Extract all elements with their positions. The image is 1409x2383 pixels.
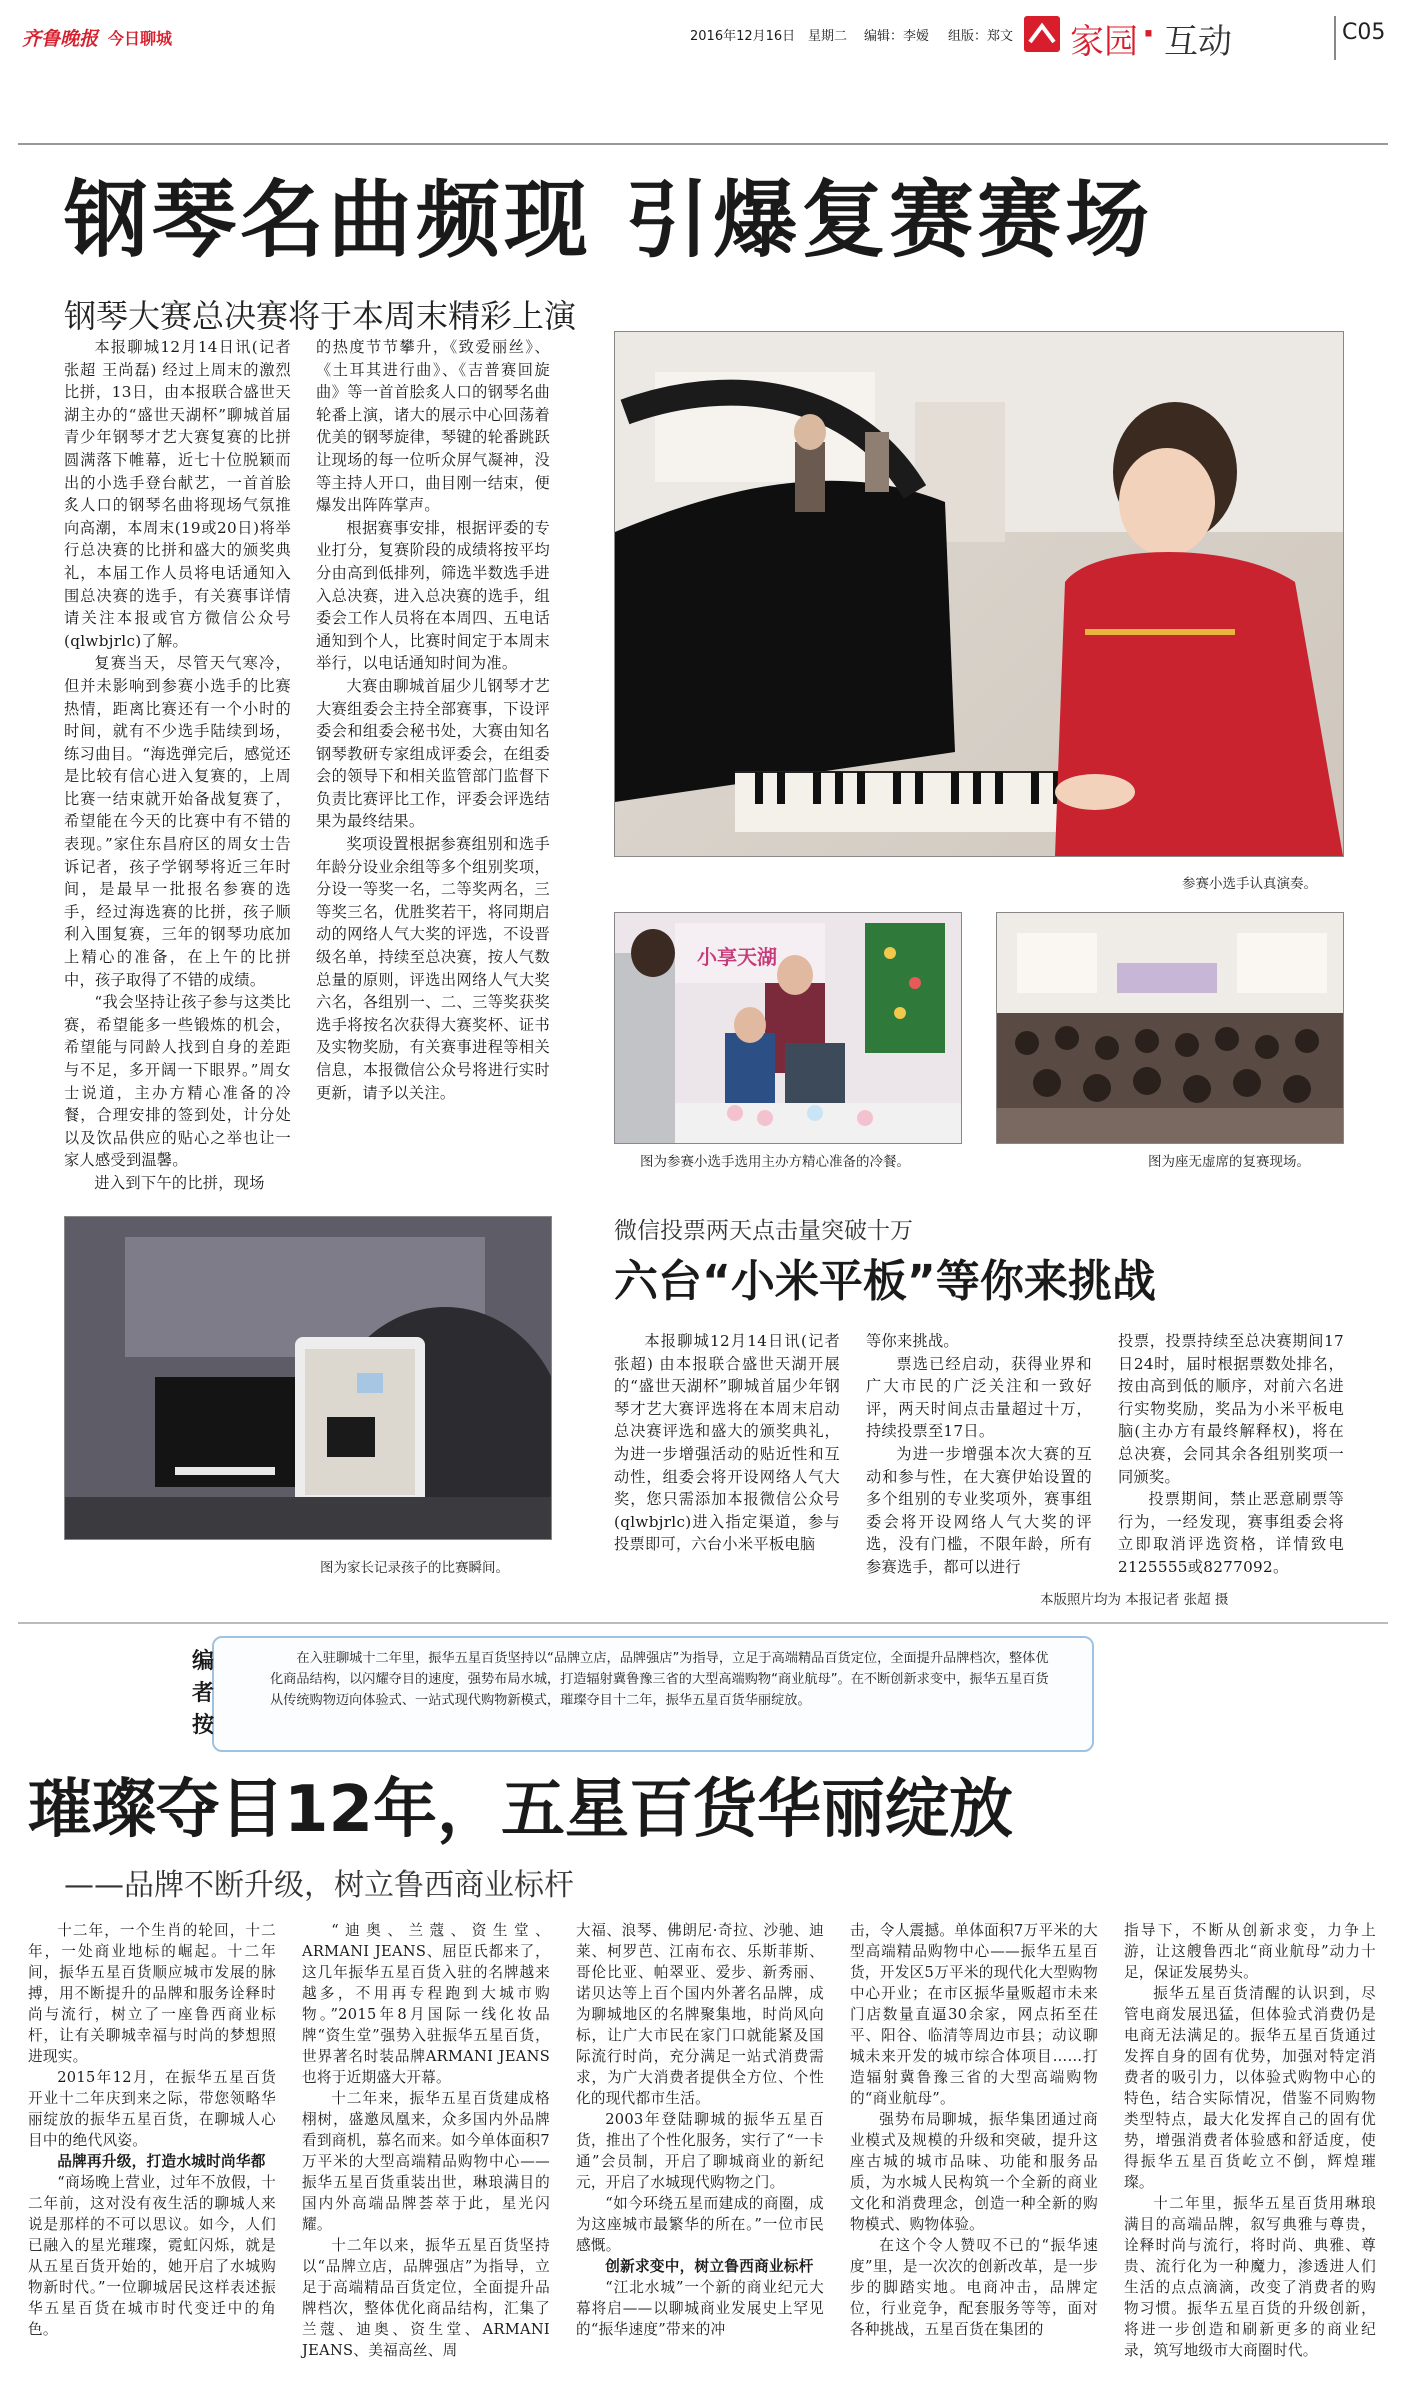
section-dot: · [1142,14,1155,54]
article3-col1-para: 2015年12月，在振华五星百货开业十二年庆到来之际，带您领略华丽绽放的振华五星百货，在聊城人心目中的绝代风姿。 [28,2069,276,2149]
article2-col2 [866,1330,1092,1579]
article1-col2-para: 根据赛事安排，根据评委的专业打分，复赛阶段的成绩将按平均分由高到低排列，筛选半数选手进入总决赛，进入总决赛的选手，组委会工作人员将在本周四、五电话通知到个人，比赛时间定于本周末举行，以电话通知时间为准。 [316,518,550,673]
issue-weekday: 星期二 [808,29,848,44]
article1-headline: 钢琴名曲频现 引爆复赛赛场 [64,171,1154,269]
issue-date: 2016年12月16日 [690,29,796,44]
article3-col2-para: “迪奥、兰蔻、资生堂、ARMANI JEANS、屈臣氏都来了，这几年振华五星百货入驻的名牌越来越多，不用再专程跑到大城市购物。”2015年8月国际一线化妆品牌“资生堂”强势入驻振华五星百货，世界著名时装品牌ARMANI JEANS也将于近期盛大开幕。 [302,1922,550,2086]
article3-col4-para: 在这个令人赞叹不已的“振华速度”里，是一次次的创新改革，是一步步的脚踏实地。电商冲击，品牌定位，行业竞争，配套服务等等，面对各种挑战，五星百货在集团的 [850,2237,1098,2338]
article3-col5-para: 振华五星百货清醒的认识到，尽管电商发展迅猛，但体验式消费仍是电商无法满足的。振华五星百货通过发挥自身的固有优势，加强对特定消费者的吸引力，以体验式购物中心的特色，结合实际情况，借鉴不同购物类型特点，最大化发挥自己的固有优势，增强消费者体验感和舒适度，使得振华五星百货屹立不倒，辉煌璀璨。 [1124,1985,1376,2191]
article3-col3-para: 大福、浪琴、佛朗尼·奇拉、沙驰、迪莱、柯罗芭、江南布衣、乐斯菲斯、哥伦比亚、帕翠亚、爱步、新秀丽、诺贝达等上百个国内外著名品牌，成为聊城地区的名牌聚集地，时尚风向标，让广大市民在家门口就能紧及国际流行时尚，充分满足一站式消费需求，为广大消费者提供全方位、个性化的现代都市生活。 [576,1922,824,2107]
masthead [18,16,1398,64]
photo-parent-recording [64,1216,552,1540]
article3-col4-para: 击，令人震撼。单体面积7万平米的大型高端精品购物中心——振华五星百货，开发区5万平米的现代化大型购物中心开业；在市区振华量贩超市未来门店数量直逼30余家，网点拓至茌平、阳谷、临清等周边市县；动议聊城未来开发的城市综合体项目……打造辐射冀鲁豫三省的大型高端购物的“商业航母”。 [850,1922,1098,2107]
section-logo-icon [1024,16,1060,52]
article3-subhead: ——品牌不断升级，树立鲁西商业标杆 [64,1868,574,1903]
article3-col3 [576,1920,824,2340]
photo-full-hall [996,912,1344,1144]
article3-col4 [850,1920,1098,2340]
photo4-caption: 图为家长记录孩子的比赛瞬间。 [320,1560,509,1576]
editor-note-label: 编者按 [192,1649,215,1738]
article3-col3-para: “江北水城”一个新的商业纪元大幕将启——以聊城商业发展史上罕见的“振华速度”带来的冲 [576,2279,824,2338]
article2-col3-para: 投票，投票持续至总决赛期间17日24时，届时根据票数处排名，按由高到低的顺序，对前六名进行实物奖励，奖品为小米平板电脑(主办方有最终解释权)，将在总决赛，会同其余各组别奖项一同颁奖。 [1118,1332,1344,1486]
section-interact: 互动 [1164,22,1232,62]
article3-col3-subhead: 创新求变中，树立鲁西商业标杆 [605,2258,814,2275]
article2-headline: 六台“小米平板”等你来挑战 [614,1256,1156,1307]
banner-text: 小享天湖 [697,945,777,969]
article3-col5-para: 十二年里，振华五星百货用琳琅满目的高端品牌，叙写典雅与尊贵，诠释时尚与流行，将时尚、典雅、尊贵、流行化为一种魔力，渗透进人们生活的点点滴滴，改变了消费者的购物习惯。振华五星百货的升级创新，将进一步创造和刷新更多的商业纪录，筑写地级市大商圈时代。 [1124,2195,1376,2359]
paper-name: 齐鲁晚报 [22,28,99,50]
article3-col1-subhead: 品牌再升级，打造水城时尚华都 [57,2153,266,2170]
photo3-caption: 图为座无虚席的复赛现场。 [1148,1154,1310,1170]
article2-col1 [614,1330,840,1556]
article3-col5 [1124,1920,1376,2361]
article3-col2 [302,1920,550,2361]
article1-subhead: 钢琴大赛总决赛将于本周末精彩上演 [64,297,577,335]
article1-col1-para: 进入到下午的比拼，现场 [94,1173,265,1192]
article1-col2-para: 奖项设置根据参赛组别和选手年龄分设业余组等多个组别奖项，分设一等奖一名，二等奖两名，三等奖三名，优胜奖若干，将同期启动的网络人气大奖的评选，不设晋级名单，持续至总决赛，按人气数总量的原则，评选出网络人气大奖六名，各组别一、二、三等奖获奖选手将按名次获得大赛奖杯、证书及实物奖励，有关赛事进程等相关信息，本报微信公众号将进行实时更新，请予以关注。 [316,835,550,1102]
article2-col3-para: 投票期间，禁止恶意刷票等行为，一经发现，赛事组委会将立即取消评选资格，详情致电2125555或8277092。 [1118,1490,1344,1576]
page-number: C05 [1342,20,1386,45]
article3-col3-para: “如今环绕五星而建成的商圈，成为这座城市最繁华的所在。”一位市民感慨。 [576,2195,824,2254]
article1-col2-para: 大赛由聊城首届少儿钢琴才艺大赛组委会主持全部赛事，下设评委会和组委会秘书处，大赛由知名钢琴教研专家组成评委会，在组委会的领导下和相关监管部门监督下负责比赛评比工作，评委会评选结果为最终结果。 [316,676,550,831]
header-rule [18,143,1388,145]
article2-col2-para: 为进一步增强本次大赛的互动和参与性，在大赛伊始设置的多个组别的专业奖项外，赛事组委会将开设网络人气大奖的评选，没有门槛，不限年龄，所有参赛选手，都可以进行 [866,1444,1092,1576]
article2-col3 [1118,1330,1344,1579]
photo-credit: 本版照片均为 本报记者 张超 摄 [1040,1592,1229,1608]
article1-col1-para: 复赛当天，尽管天气寒冷，但并未影响到参赛小选手的比赛热情，距离比赛还有一个小时的时间，就有不少选手陆续到场，练习曲目。“海选弹完后，感觉还是比较有信心进入复赛的，上周比赛一结束就开始备战复赛了，希望能在今天的比赛中有不错的表现。”家住东昌府区的周女士告诉记者，孩子学钢琴将近三年时间，是最早一批报名参赛的选手，经过海选赛的比拼，孩子顺利入围复赛，三年的钢琴功底加上精心的准备，在上午的比拼中，孩子取得了不错的成绩。 [64,654,291,989]
article3-col3-para: 2003年登陆聊城的振华五星百货，推出了个性化服务，实行了“一卡通”会员制，开启了聊城商业的新纪元，开启了水城现代购物之门。 [576,2111,824,2191]
editor-name: 编辑：李嫒 [864,29,930,44]
photo2-caption: 图为参赛小选手选用主办方精心准备的冷餐。 [640,1154,910,1170]
article3-col5-para: 指导下，不断从创新求变，力争上游，让这艘鲁西北“商业航母”动力十足，保证发展势头。 [1124,1922,1376,1981]
article3-col2-para: 十二年以来，振华五星百货坚持以“品牌立店，品牌强店”为指导，立足于高端精品百货定位，全面提升品牌档次，整体优化商品结构，汇集了兰蔻、迪奥、资生堂、ARMANI JEANS、美福高丝、周 [302,2237,550,2359]
photo1-caption: 参赛小选手认真演奏。 [1182,876,1317,892]
layout-name: 组版：郑文 [948,29,1014,44]
article2-col2-para: 票选已经启动，获得业界和广大市民的广泛关注和一致好评，两天时间点击量超过十万，持续投票至17日。 [866,1354,1092,1441]
article3-headline: 璀璨夺目12年，五星百货华丽绽放 [28,1773,1014,1847]
photo-cold-buffet [614,912,962,1144]
article1-col2-para: 的热度节节攀升，《致爱丽丝》、《土耳其进行曲》、《吉普赛回旋曲》等一首首脍炙人口的钢琴名曲轮番上演，诸大的展示中心回荡着优美的钢琴旋律，琴键的轮番跳跃让现场的每一位听众屏气凝神，没等主持人开口，曲目刚一结束，便爆发出阵阵掌声。 [316,338,550,515]
article3-col4-para: 强势布局聊城，振华集团通过商业模式及规模的升级和突破，提升这座古城的城市品味、功能和服务品质，为水城人民构筑一个全新的商业文化和消费理念，创造一种全新的购物模式、购物体验。 [850,2111,1098,2233]
article1-col2 [316,336,550,1104]
article2-kicker: 微信投票两天点击量突破十万 [614,1218,913,1244]
article1-col1 [64,336,291,1195]
article2-col1-para: 本报聊城12月14日讯(记者 张超) 由本报联合盛世天湖开展的“盛世天湖杯”聊城首届少年钢琴才艺大赛评选将在本周末启动总决赛评选和盛大的颁奖典礼，为进一步增强活动的贴近性和互动性，组委会将开设网络人气大奖，您只需添加本报微信公众号(qlwbjrlc)进入指定渠道，参与投票即可，六台小米平板电脑 [614,1332,840,1554]
editor-note-text: 在入驻聊城十二年里，振华五星百货坚持以“品牌立店，品牌强店”为指导，立足于高端精品百货定位，全面提升品牌档次，整体优化商品结构，以闪耀夺目的速度，强势布局水城，打造辐射冀鲁豫三省的大型高端购物“商业航母”。在不断创新求变中，振华五星百货从传统购物迈向体验式、一站式现代购物新模式，璀璨夺目十二年，振华五星百货华丽绽放。 [270,1651,1049,1708]
page-number-divider [1334,16,1336,60]
section-home: 家园 [1070,22,1138,62]
article3-col1-para: “商场晚上营业，过年不放假，十二年前，这对没有夜生活的聊城人来说是那样的不可以思议。如今，人们已融入的星光璀璨，霓虹闪烁，就是从五星百货开始的，她开启了水城购物新时代。”一位聊城居民这样表述振华五星百货在城市时代变迁中的角色。 [28,2174,276,2338]
edition-name: 今日聊城 [108,29,173,48]
photo-girl-playing-piano [614,331,1344,857]
article2-col2-para: 等你来挑战。 [866,1332,959,1350]
article1-col1-para: “我会坚持让孩子参与这类比赛，希望能多一些锻炼的机会，希望能与同龄人找到自身的差距与不足，多开阔一下眼界。”周女士说道，主办方精心准备的冷餐，合理安排的签到处，计分处以及饮品供应的贴心之举也让一家人感受到温馨。 [64,993,291,1170]
article3-col2-para: 十二年来，振华五星百货建成格栩树，盛邀凤凰来，众多国内外品牌看到商机，慕名而来。如今单体面积7万平米的大型高端精品购物中心——振华五星百货重装出世，琳琅满目的国内外高端品牌荟萃于此，星光闪耀。 [302,2090,550,2233]
section-divider [18,1622,1388,1624]
article3-col1 [28,1920,276,2340]
article1-col1-para: 本报聊城12月14日讯(记者 张超 王尚磊) 经过上周末的激烈比拼，13日，由本报联合盛世天湖主办的“盛世天湖杯”聊城首届青少年钢琴才艺大赛复赛的比拼圆满落下帷幕，近七十位脱颖而出的小选手登台献艺，一首首脍炙人口的钢琴名曲将现场气氛推向高潮，本周末(19或20日)将举行总决赛的比拼和盛大的颁奖典礼，本届工作人员将电话通知入围总决赛的选手，有关赛事详情请关注本报或官方微信公众号(qlwbjrlc)了解。 [64,338,291,650]
article3-col1-para: 十二年，一个生肖的轮回，十二年，一处商业地标的崛起。十二年间，振华五星百货顺应城市发展的脉搏，用不断提升的品牌和服务诠释时尚与流行，树立了一座鲁西商业标杆，让有关聊城幸福与时尚的梦想照进现实。 [28,1922,276,2065]
